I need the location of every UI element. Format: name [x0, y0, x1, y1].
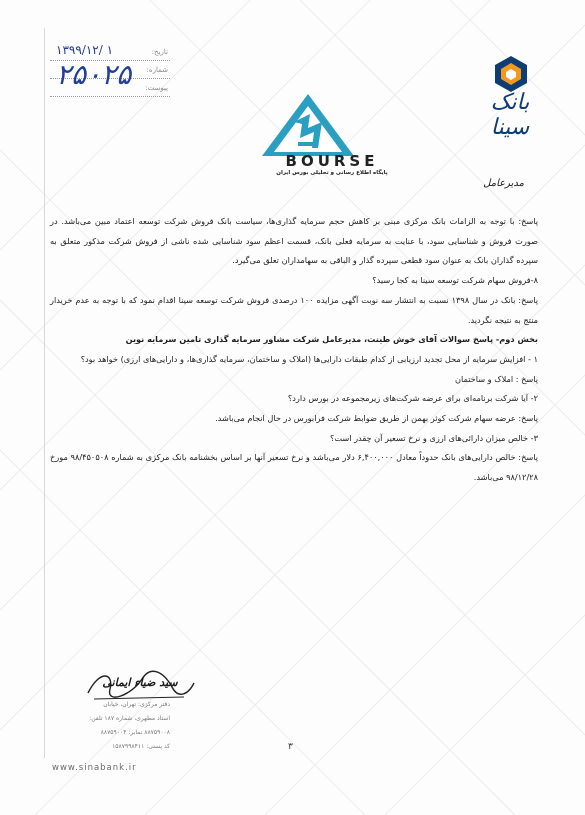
bourse-logo-icon [258, 92, 358, 158]
paragraph-answer-2: پاسخ: عرضه سهام شرکت کوثر بهمن از طریق ضوابط شرکت فرابورس در حال انجام می‌باشد. [215, 413, 538, 424]
paragraph-answer-8: پاسخ: بانک در سال ۱۳۹۸ نسبت به انتشار سه نوبت آگهی مزایده ۱۰۰ درصدی فروش شرکت توسعه سینا اقدام نمود که با توجه به عدم خریدار منتج به نتیجه نگردید. [50, 294, 538, 325]
attachment-label: پیوست: [145, 84, 168, 92]
paragraph-answer-3: پاسخ: خالص دارایی‌های بانک حدوداً معادل ۶,۴۰۰,۰۰۰ دلار می‌باشد و نرخ تسعیر آنها بر اساس بخشنامه بانک مرکزی به شماره ۹۸/۴۵۰۵۰۸ مورخ ۹۸/۱۲/۲۸ می‌باشد. [50, 452, 538, 483]
sina-bank-logo-icon [491, 54, 531, 94]
website-link[interactable]: www.sinabank.ir [52, 763, 137, 773]
paragraph-answer-1: پاسخ : املاک و ساختمان [454, 373, 538, 384]
signer-name: سید ضیاء ایمانی [102, 676, 178, 689]
address-line-4: کد پستی: ۱۵۸۷۹۹۸۴۱۱ [112, 743, 170, 750]
paragraph-question-1: ۱ - افزایش سرمایه از محل تجدید ارزیابی از کدام طبقات دارایی‌ها (املاک و ساختمان، سرمایه گذاری‌ها، و دارایی‌های ارزی) خواهد بود؟ [80, 353, 538, 364]
date-value: ۱۳۹۹/۱۲/ ۱ [56, 43, 114, 57]
paragraph-question-3: ۳- خالص میزان دارائی‌های ارزی و نرخ تسعیر آن چقدر است؟ [329, 432, 538, 443]
page-number: ۳ [288, 742, 293, 752]
address-line-1: دفتر مرکزی: تهران، خیابان [103, 701, 170, 708]
bank-address [50, 698, 170, 754]
section-two-heading: بخش دوم- پاسخ سوالات آقای خوش طینت، مدیرعامل شرکت مشاور سرمایه گذاری تامین سرمایه نوین [125, 334, 538, 345]
handwritten-title: مدیرعامل [483, 178, 524, 189]
address-line-3: ۸۸۷۵۹۰۰۸ نمابر: ۸۸۷۵۹۰۰۴ [100, 729, 170, 736]
paragraph-question-8: ۸-فروش سهام شرکت توسعه سینا به کجا رسید؟ [372, 275, 538, 286]
paragraph-question-2: ۲- آیا شرکت برنامه‌ای برای عرضه شرکت‌های زیرمجموعه در بورس دارد؟ [287, 393, 538, 404]
letter-body [50, 212, 538, 488]
bank-name: بانک سینا [490, 90, 530, 140]
bourse-subtitle: پایگاه اطلاع رسانی و تحلیلی بورس ایران [276, 170, 388, 176]
left-margin-line [44, 28, 45, 758]
number-label: شماره: [146, 66, 168, 74]
paragraph-answer-7: پاسخ: با توجه به الزامات بانک مرکزی مبنی بر کاهش حجم سرمایه گذاری‌ها، سیاست بانک فروش شرکت توسعه اعتماد مبین می‌باشد. در صورت فروش و شناسایی سود، با عنایت به سرمایه فعلی بانک، قسمت اعظم سود شناسایی شده ناشی از فروش شرکت مذکور متعلق به سپرده گذاران بانک به عنوان سود قطعی سپرده گذار و الباقی به سهامداران تعلق می‌گیرد. [50, 216, 538, 266]
letter-number-handwritten: ۲۵۰۲۵ [56, 58, 132, 91]
address-line-2: استاد مطهری، شماره ۱۸۷ تلفن: [89, 715, 170, 722]
date-label: تاریخ: [151, 48, 168, 56]
bourse-wordmark: BOURSE [285, 152, 379, 170]
